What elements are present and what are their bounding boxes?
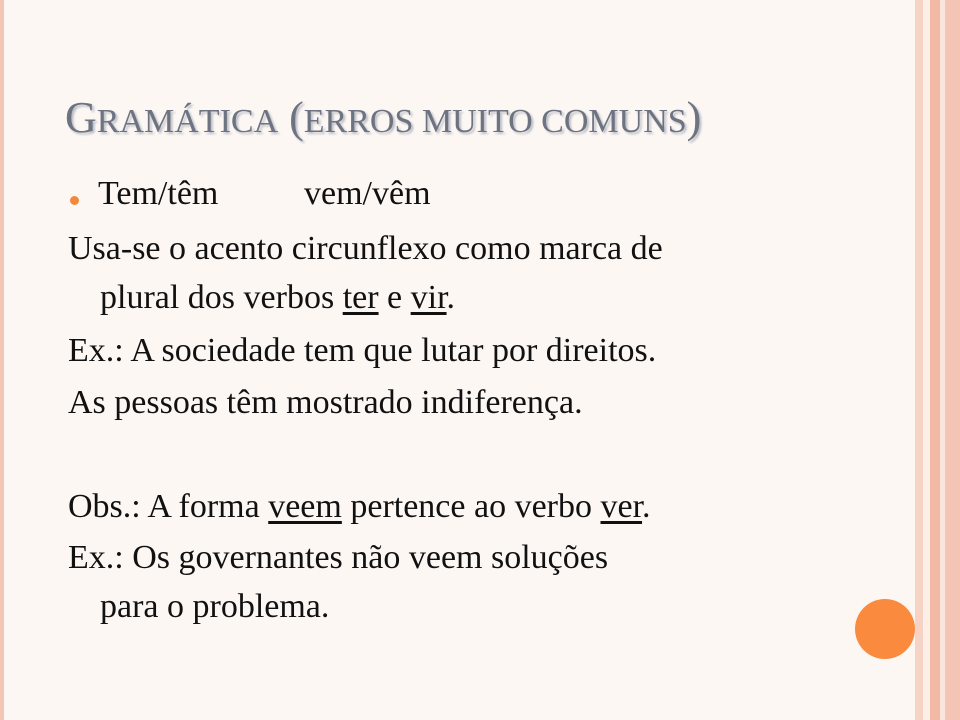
conj-e: e: [378, 279, 411, 316]
right-bar-2: [923, 0, 930, 720]
obs-line: [68, 488, 651, 526]
bullet-word-1: Tem/têm: [98, 175, 219, 212]
period: .: [446, 279, 456, 316]
paragraph-line-1: Usa-se o acento circunflexo como marca de: [68, 230, 663, 267]
verb-ter: ter: [342, 279, 379, 316]
obs-pre: Obs.: A forma: [68, 488, 269, 525]
title-rest: RAMÁTICA: [96, 103, 279, 140]
bullet-dot-icon: [70, 196, 79, 205]
title-open-paren: (: [278, 93, 304, 142]
example-line-2: As pessoas têm mostrado indiferença.: [68, 384, 583, 421]
slide-canvas: [4, 0, 915, 720]
obs-period: .: [642, 488, 651, 525]
right-bar-5: [945, 0, 960, 720]
paragraph-line-2: [100, 279, 455, 317]
accent-circle: [855, 599, 915, 659]
example-line-3: Ex.: Os governantes não veem soluções: [68, 539, 609, 576]
example-line-4: para o problema.: [100, 588, 330, 625]
bullet-word-2: vem/vêm: [304, 175, 431, 212]
title-initial: G: [65, 93, 97, 142]
right-bar-3: [930, 0, 940, 720]
right-bar-1: [915, 0, 923, 720]
verb-vir: vir: [410, 279, 447, 316]
paragraph-line-2-text: plural dos verbos: [100, 279, 343, 316]
verb-ver: ver: [600, 488, 643, 525]
word-veem: veem: [268, 488, 342, 525]
title-close-paren: ): [686, 93, 702, 142]
slide-title: [65, 88, 885, 152]
obs-mid: pertence ao verbo: [341, 488, 601, 525]
title-subtitle: ERROS MUITO COMUNS: [303, 103, 687, 140]
example-line-1: Ex.: A sociedade tem que lutar por direitos.: [68, 332, 657, 369]
